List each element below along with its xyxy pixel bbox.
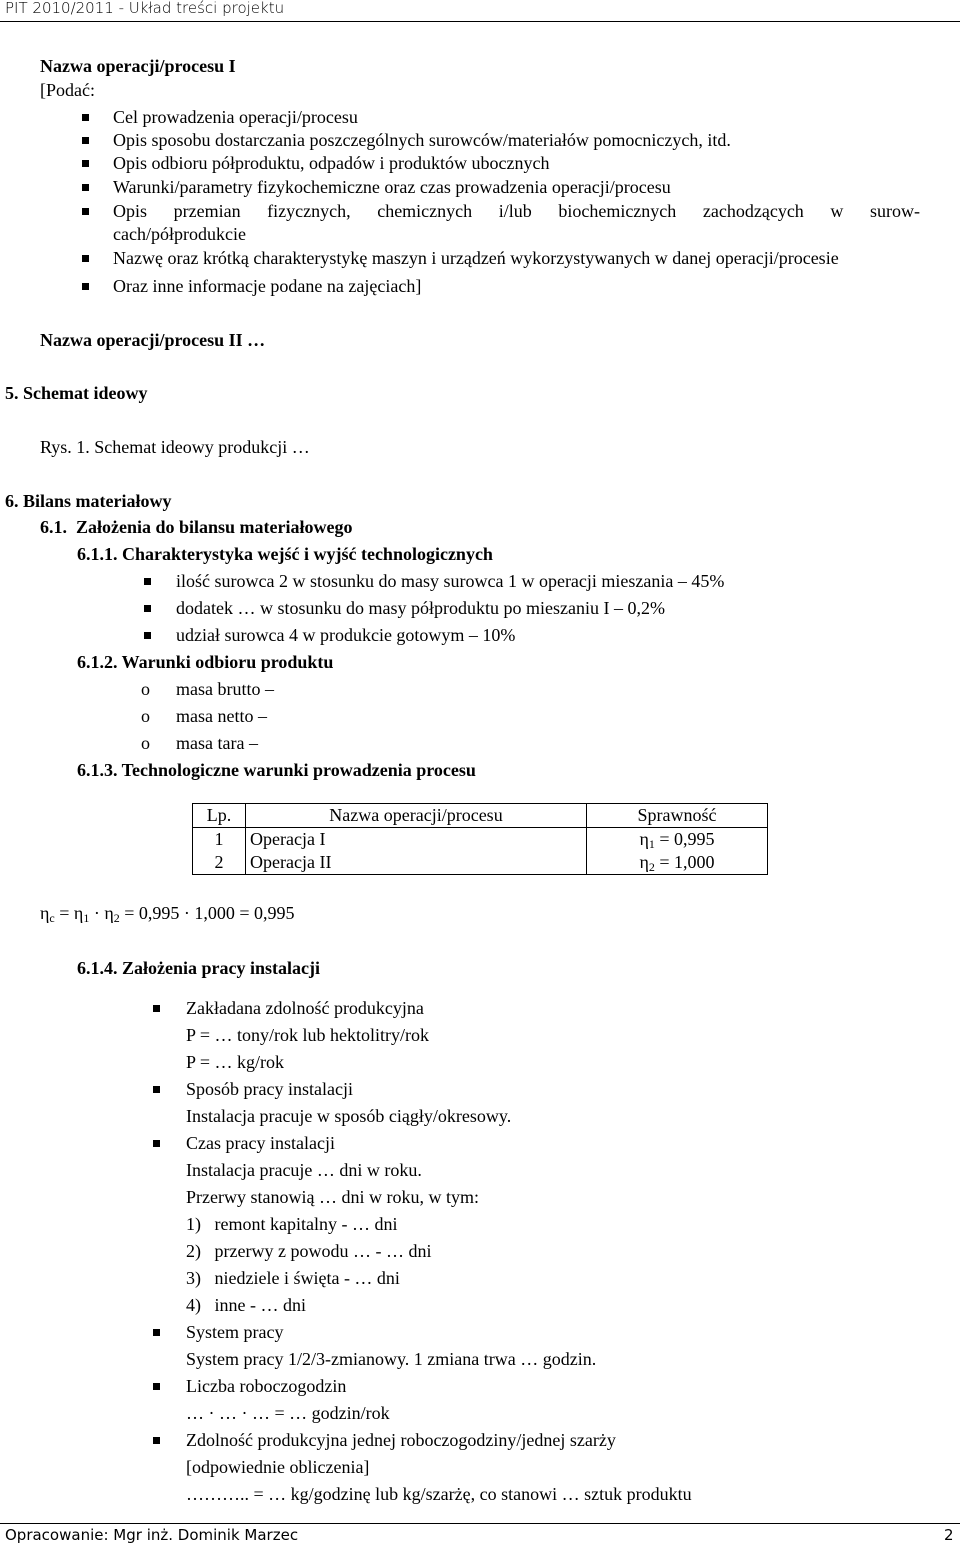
install-line: P = … kg/rok [186, 1052, 284, 1072]
bullet-square-icon [82, 283, 89, 290]
eta-subscript: 1 [83, 911, 90, 925]
bullet-square-icon [153, 1383, 160, 1390]
bullet-square-icon [82, 160, 89, 167]
io-bullet: dodatek … w stosunku do masy półproduktu po mieszaniu I – 0,2% [176, 598, 665, 618]
install-line: P = … tony/rok lub hektolitry/rok [186, 1025, 429, 1045]
bullet-square-icon [82, 255, 89, 262]
receipt-bullet: masa netto – [176, 706, 267, 726]
table-row [193, 851, 768, 875]
table-cell: 2 [193, 851, 246, 875]
op1-bullet: Opis odbioru półproduktu, odpadów i produktów ubocznych [113, 153, 550, 173]
install-line: … · … · … = … godzin/rok [186, 1403, 390, 1423]
bullet-o-marker: o [141, 679, 150, 699]
formula-part: = 0,995 · 1,000 = 0,995 [119, 903, 295, 923]
install-line: Przerwy stanowią … dni w roku, w tym: [186, 1187, 479, 1207]
eta-subscript: 2 [113, 911, 120, 925]
op1-bullet: Oraz inne informacje podane na zajęciach] [113, 276, 422, 296]
bullet-o-marker: o [141, 733, 150, 753]
bullet-square-icon [153, 1140, 160, 1147]
install-break-item: 1) remont kapitalny - … dni [186, 1214, 398, 1234]
op1-title: Nazwa operacji/procesu I [40, 56, 236, 76]
table-row [193, 828, 768, 852]
eta-subscript: 1 [648, 837, 655, 851]
receipt-bullet: masa brutto – [176, 679, 274, 699]
table-header-cell: Lp. [193, 804, 246, 828]
efficiency-table [192, 803, 768, 875]
bullet-square-icon [144, 578, 151, 585]
io-bullet: ilość surowca 2 w stosunku do masy surowca 1 w operacji mieszania – 45% [176, 571, 725, 591]
efficiency-value: = 0,995 [654, 829, 715, 849]
install-item: Zakładana zdolność produkcyjna [186, 998, 424, 1018]
section61-title: 6.1. Założenia do bilansu materiałowego [40, 517, 353, 537]
section611-title: 6.1.1. Charakterystyka wejść i wyjść technologicznych [77, 544, 493, 564]
figure-caption: Rys. 1. Schemat ideowy produkcji … [40, 437, 310, 457]
op1-bullet: Opis sposobu dostarczania poszczególnych surowców/materiałów pomocniczych, itd. [113, 130, 731, 150]
page-header: PIT 2010/2011 - Układ treści projektu [5, 0, 285, 17]
efficiency-formula [40, 903, 295, 924]
table-cell [587, 828, 768, 852]
receipt-bullet: masa tara – [176, 733, 258, 753]
table-cell: 1 [193, 828, 246, 852]
bullet-square-icon [82, 114, 89, 121]
eta-symbol: η [639, 829, 649, 849]
op1-bullet: Nazwę oraz krótką charakterystykę maszyn i urządzeń wykorzystywanych w danej operacji/procesie [113, 248, 839, 268]
op1-bullet-continuation: cach/półprodukcie [113, 224, 246, 244]
install-break-item: 4) inne - … dni [186, 1295, 306, 1315]
install-item: System pracy [186, 1322, 284, 1342]
eta-symbol: η [40, 903, 50, 923]
section6-title: 6. Bilans materiałowy [5, 491, 172, 511]
footer-author: Opracowanie: Mgr inż. Dominik Marzec [5, 1526, 299, 1544]
bullet-square-icon [153, 1086, 160, 1093]
install-line: System pracy 1/2/3-zmianowy. 1 zmiana trwa … godzin. [186, 1349, 597, 1369]
footer-divider [0, 1523, 960, 1524]
table-cell: Operacja II [246, 851, 587, 875]
section612-title: 6.1.2. Warunki odbioru produktu [77, 652, 334, 672]
op1-bullet: Warunki/parametry fizykochemiczne oraz czas prowadzenia operacji/procesu [113, 177, 671, 197]
install-line: ……….. = … kg/godzinę lub kg/szarżę, co stanowi … sztuk produktu [186, 1484, 692, 1504]
bullet-o-marker: o [141, 706, 150, 726]
install-item: Czas pracy instalacji [186, 1133, 335, 1153]
table-header-cell: Sprawność [587, 804, 768, 828]
section5-title: 5. Schemat ideowy [5, 383, 148, 403]
install-item: Sposób pracy instalacji [186, 1079, 353, 1099]
bullet-square-icon [144, 605, 151, 612]
table-header-cell: Nazwa operacji/procesu [246, 804, 587, 828]
install-line: [odpowiednie obliczenia] [186, 1457, 370, 1477]
io-bullet: udział surowca 4 w produkcie gotowym – 10% [176, 625, 516, 645]
section613-title: 6.1.3. Technologiczne warunki prowadzenia procesu [77, 760, 476, 780]
page-number: 2 [944, 1526, 954, 1544]
eta-subscript: 2 [648, 860, 655, 874]
efficiency-value: = 1,000 [654, 852, 715, 872]
table-header-row [193, 804, 768, 828]
install-break-item: 2) przerwy z powodu … - … dni [186, 1241, 432, 1261]
bullet-square-icon [153, 1437, 160, 1444]
install-item: Zdolność produkcyjna jednej roboczogodziny/jednej szarży [186, 1430, 616, 1450]
table-cell: Operacja I [246, 828, 587, 852]
table-cell [587, 851, 768, 875]
bullet-square-icon [82, 137, 89, 144]
bullet-square-icon [144, 632, 151, 639]
bullet-square-icon [153, 1329, 160, 1336]
install-break-item: 3) niedziele i święta - … dni [186, 1268, 400, 1288]
section614-title: 6.1.4. Założenia pracy instalacji [77, 958, 320, 978]
install-item: Liczba roboczogodzin [186, 1376, 347, 1396]
op2-title: Nazwa operacji/procesu II … [40, 330, 266, 350]
bullet-square-icon [82, 208, 89, 215]
op1-bullet: Cel prowadzenia operacji/procesu [113, 107, 358, 127]
install-line: Instalacja pracuje w sposób ciągły/okresowy. [186, 1106, 512, 1126]
bullet-square-icon [82, 184, 89, 191]
op1-bullet: Opis przemian fizycznych, chemicznych i/lub biochemicznych zachodzących w surow- [113, 201, 920, 221]
formula-part: = η [54, 903, 84, 923]
formula-part: · η [89, 903, 114, 923]
install-line: Instalacja pracuje … dni w roku. [186, 1160, 422, 1180]
header-divider [0, 21, 960, 22]
eta-subscript: c [49, 911, 55, 925]
eta-symbol: η [639, 852, 649, 872]
bullet-square-icon [153, 1005, 160, 1012]
op1-intro: [Podać: [40, 80, 95, 100]
